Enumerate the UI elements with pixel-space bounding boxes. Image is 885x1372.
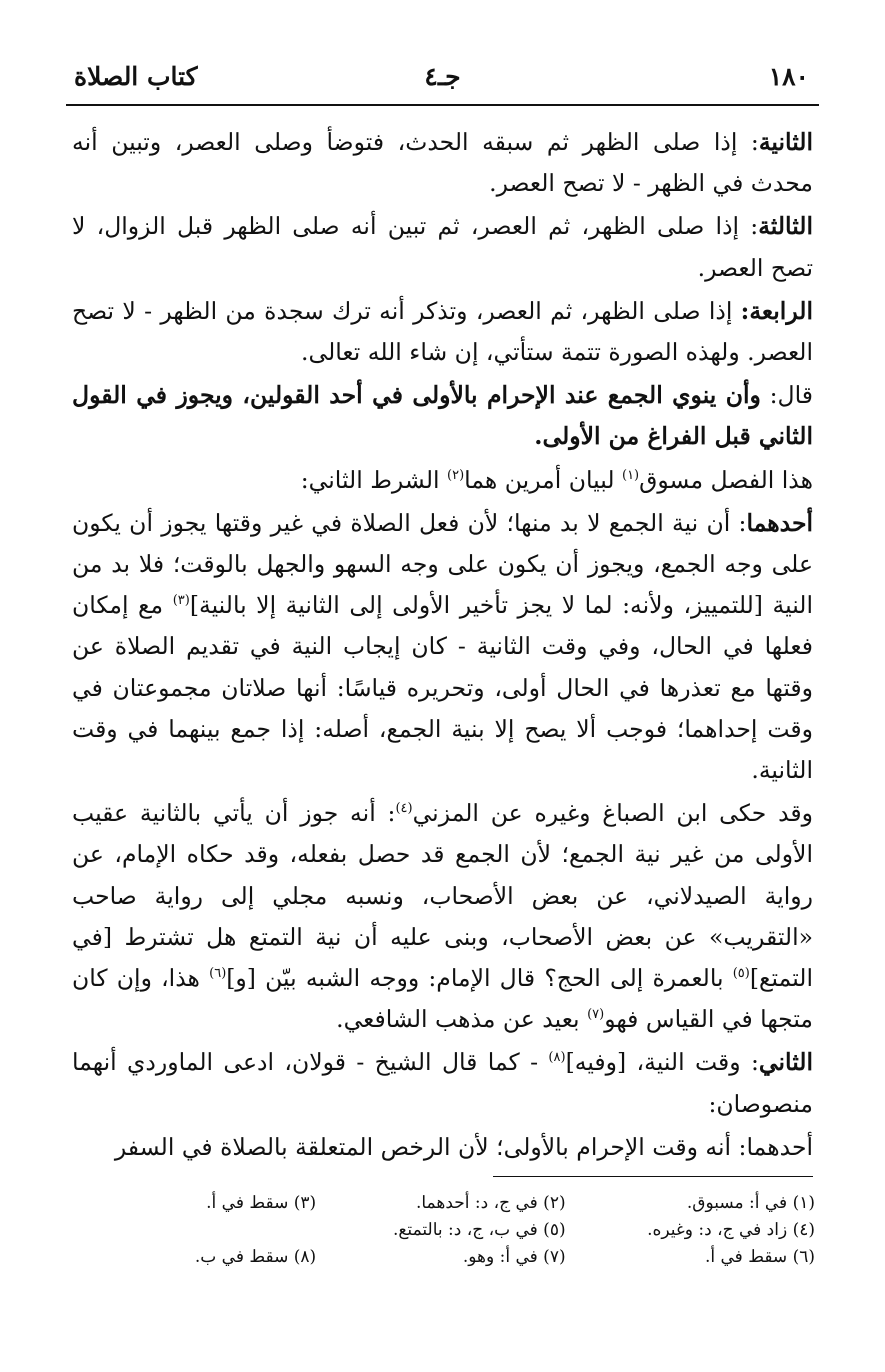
footnote-rule	[493, 1176, 813, 1177]
footnote-row	[66, 1217, 815, 1244]
matn-quote: قال: وأن ينوي الجمع عند الإحرام بالأولى في أحد القولين، ويجوز في القول الثاني قبل الفراغ من الأولى.	[72, 381, 813, 451]
paragraph: أحدهما: أنه وقت الإحرام بالأولى؛ لأن الرخص المتعلقة بالصلاة في السفر	[114, 1132, 813, 1161]
paragraph: الثاني: وقت النية، [وفيه]$^{(٨)}$ - كما قال الشيخ - قولان، ادعى الماوردي أنهما منصوصان:	[72, 1048, 813, 1118]
paragraph: الثالثة: إذا صلى الظهر، ثم العصر، ثم تبين أنه صلى الظهر قبل الزوال، لا تصح العصر.	[72, 212, 813, 282]
paragraph: أحدهما: أن نية الجمع لا بد منها؛ لأن فعل الصلاة في غير وقتها يجوز أن يكون على وجه الجمع، ويجوز أن يكون على وجه السهو والجهل بالوقت؛ فلا بد من النية [للتمييز، ولأنه: لما لا يجز تأخير الأولى إلى الثانية إلا بالنية]$^{(٣)}$ مع إمكان فعلها في الحال، وفي وقت الثانية - كان إيجاب النية في تقديم الصلاة عن وقتها مع تعذرها في الحال أولى، وتحريره قياسًا: أنها صلاتان مجموعتان في وقت إحداهما؛ فوجب ألا يصح إلا بنية الجمع، أصله: إذا جمع بينهما في وقت الثانية.	[72, 508, 813, 785]
footnotes	[66, 1190, 815, 1271]
book-title: كتاب الصلاة	[74, 62, 198, 91]
footnote: (٨) سقط في ب.	[194, 1247, 317, 1267]
footnote-row	[66, 1190, 815, 1217]
footnote: (٥) في ب، ج، د: بالتمتع.	[392, 1220, 566, 1240]
footnote-ref: (٧)	[587, 1007, 605, 1023]
footnote: (١) في أ: مسبوق.	[686, 1193, 815, 1213]
footnote-ref: (٥)	[732, 966, 750, 982]
footnote-ref: (٤)	[395, 801, 413, 817]
running-header	[66, 58, 819, 98]
footnote-row	[66, 1244, 815, 1271]
paragraph-lead: الثالثة	[758, 212, 813, 241]
paragraph-lead: أحدهما	[746, 508, 813, 537]
footnote: (٧) في أ: وهو.	[462, 1247, 566, 1267]
footnote-ref: (٢)	[447, 467, 465, 483]
footnote: (٦) سقط في أ.	[704, 1247, 815, 1267]
footnote: (٢) في ج، د: أحدهما.	[415, 1193, 566, 1213]
paragraph: هذا الفصل مسوق$^{(١)}$ لبيان أمرين هما$^{(٢)}$ الشرط الثاني:	[300, 465, 813, 494]
header-rule	[66, 104, 819, 106]
volume-label: جـ٤	[424, 62, 461, 91]
paragraph-lead: الثانية	[758, 128, 813, 156]
paragraph: وقد حكى ابن الصباغ وغيره عن المزني$^{(٤)}$: أنه جوز أن يأتي بالثانية عقيب الأولى من غير نية الجمع؛ لأن الجمع قد حصل بفعله، وقد حكاه الإمام، عن رواية الصيدلاني، عن بعض الأصحاب، ونسبه مجلي إلى رواية صاحب «التقريب» عن بعض الأصحاب، وبنى عليه أن نية التمتع هل تشترط [في التمتع]$^{(٥)}$ بالعمرة إلى الحج؟ قال الإمام: ووجه الشبه بيّن [و]$^{(٦)}$ هذا، وإن كان متجها في القياس فهو$^{(٧)}$ بعيد عن مذهب الشافعي.	[72, 799, 813, 1034]
paragraph: الثانية: إذا صلى الظهر ثم سبقه الحدث، فتوضأ وصلى العصر، وتبين أنه محدث في الظهر - لا تصح العصر.	[72, 128, 813, 198]
footnote-ref: (٣)	[172, 593, 190, 609]
paragraph: الرابعة: إذا صلى الظهر، ثم العصر، وتذكر أنه ترك سجدة من الظهر - لا تصح العصر. ولهذه الصورة تتمة ستأتي، إن شاء الله تعالى.	[72, 296, 813, 367]
paragraph-lead: الرابعة:	[740, 296, 813, 325]
paragraph-lead: الثاني	[758, 1048, 813, 1077]
main-text	[72, 122, 813, 1168]
footnote-ref: (٨)	[548, 1050, 566, 1066]
footnote: (٤) زاد في ج، د: وغيره.	[647, 1220, 815, 1240]
footnote-ref: (١)	[621, 467, 640, 483]
footnote-ref: (٦)	[209, 966, 227, 982]
page-number: ١٨٠	[768, 62, 809, 91]
footnote: (٣) سقط في أ.	[206, 1193, 317, 1213]
